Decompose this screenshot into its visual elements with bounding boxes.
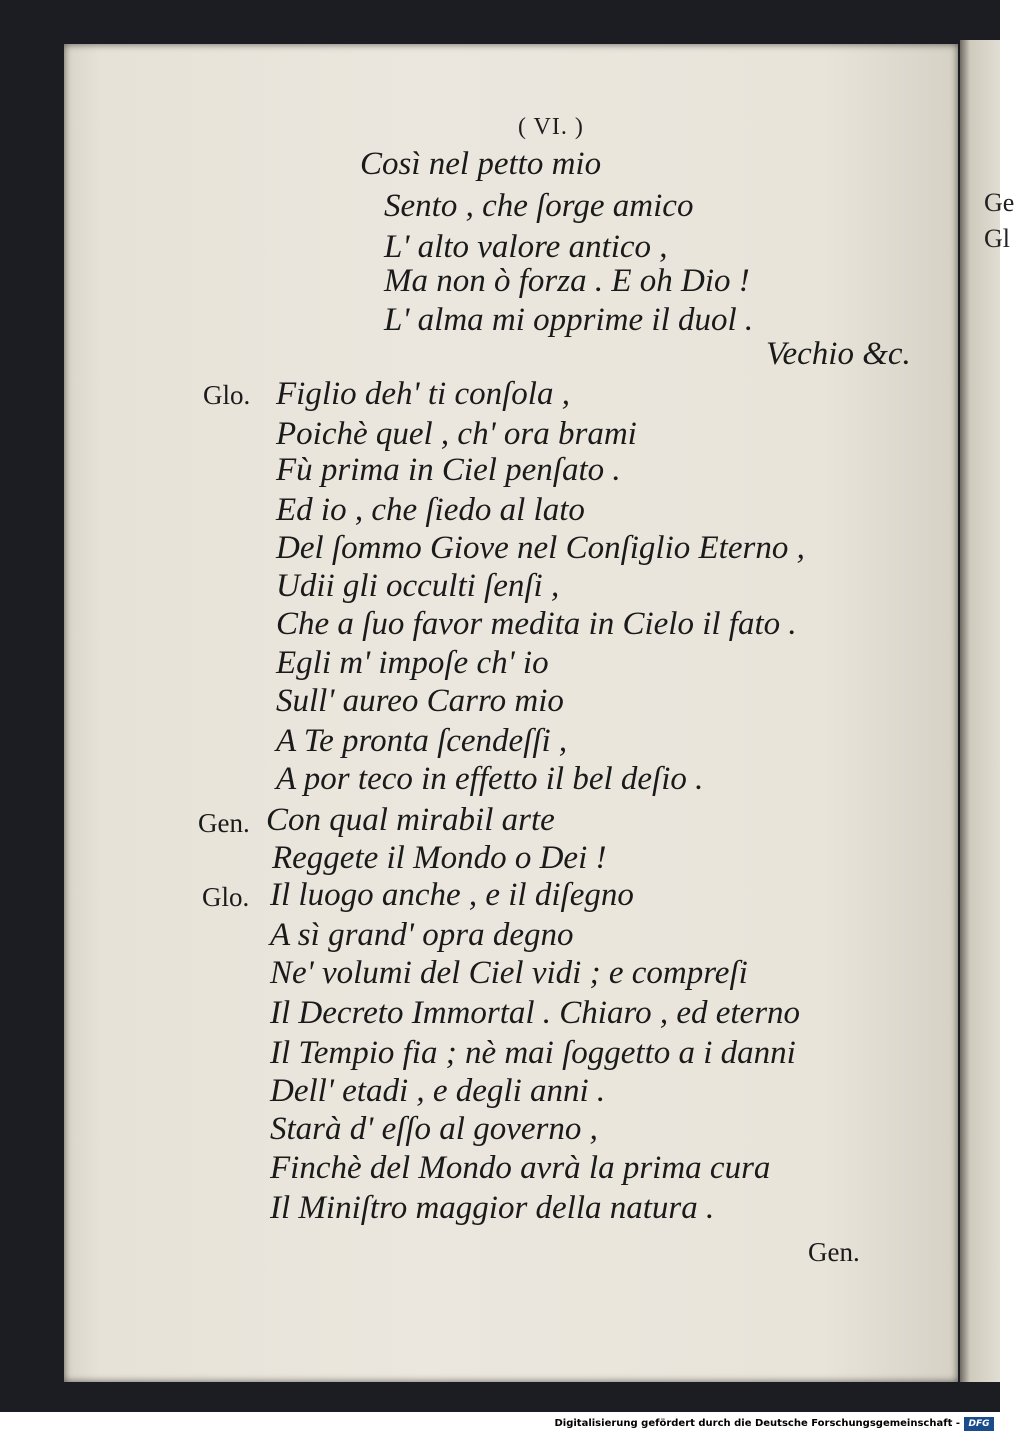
verse-line: Ed io , che ſiedo al lato bbox=[276, 492, 585, 528]
verse-line: Ma non ò forza . E oh Dio ! bbox=[384, 263, 750, 299]
page-number: ( VI. ) bbox=[518, 114, 584, 140]
verse-line: Del ſommo Giove nel Conſiglio Eterno , bbox=[276, 530, 805, 566]
verse-line: A Te pronta ſcendeſſi , bbox=[276, 723, 568, 759]
verse-line: Egli m' impoſe ch' io bbox=[276, 645, 549, 681]
verse-line: Sull' aureo Carro mio bbox=[276, 683, 564, 719]
verse-line: Reggete il Mondo o Dei ! bbox=[272, 840, 607, 876]
verse-line: Che a ſuo favor medita in Cielo il fato . bbox=[276, 606, 797, 642]
facing-page-edge bbox=[960, 40, 1014, 1382]
verse-line: Fù prima in Ciel penſato . bbox=[276, 452, 621, 488]
verse-line: Il Decreto Immortal . Chiaro , ed eterno bbox=[270, 995, 801, 1031]
funding-credit: Digitalisierung gefördert durch die Deutsche Forschungsgemeinschaft - bbox=[554, 1418, 960, 1429]
verse-line: Udii gli occulti ſenſi , bbox=[276, 568, 560, 604]
verse-line: L' alto valore antico , bbox=[384, 229, 668, 265]
verse-line: Così nel petto mio bbox=[360, 146, 602, 182]
verse-line: Finchè del Mondo avrà la prima cura bbox=[270, 1150, 771, 1186]
speaker-label: Gen. bbox=[198, 808, 250, 838]
footer-bar bbox=[0, 1412, 1000, 1438]
verse-line: Figlio deh' ti conſola , bbox=[276, 376, 570, 412]
verse-line: A por teco in effetto il bel deſio . bbox=[276, 761, 704, 797]
catchword: Gen. bbox=[808, 1237, 860, 1267]
dfg-logo-icon: DFG bbox=[964, 1417, 994, 1431]
verse-line: Sento , che ſorge amico bbox=[384, 188, 694, 224]
verse-line: Il luogo anche , e il diſegno bbox=[270, 877, 634, 913]
facing-page-fragment-1: Ge bbox=[984, 188, 1014, 217]
verse-line: Ne' volumi del Ciel vidi ; e compreſi bbox=[270, 955, 748, 991]
verse-line-refrain: Vechio &c. bbox=[766, 336, 911, 372]
speaker-label: Glo. bbox=[202, 882, 250, 912]
verse-line: Starà d' eſſo al governo , bbox=[270, 1111, 598, 1147]
speaker-label: Glo. bbox=[203, 380, 251, 410]
facing-page-fragment-2: Gl bbox=[984, 224, 1010, 253]
verse-line: Con qual mirabil arte bbox=[266, 802, 555, 838]
verse-line: Poichè quel , ch' ora brami bbox=[276, 416, 637, 452]
verse-line: L' alma mi opprime il duol . bbox=[384, 302, 754, 338]
verse-line: Il Tempio fia ; nè mai ſoggetto a i danni bbox=[270, 1035, 796, 1071]
verse-line: A sì grand' opra degno bbox=[270, 917, 574, 953]
verse-line: Dell' etadi , e degli anni . bbox=[270, 1073, 606, 1109]
verse-line: Il Miniſtro maggior della natura . bbox=[270, 1190, 715, 1226]
